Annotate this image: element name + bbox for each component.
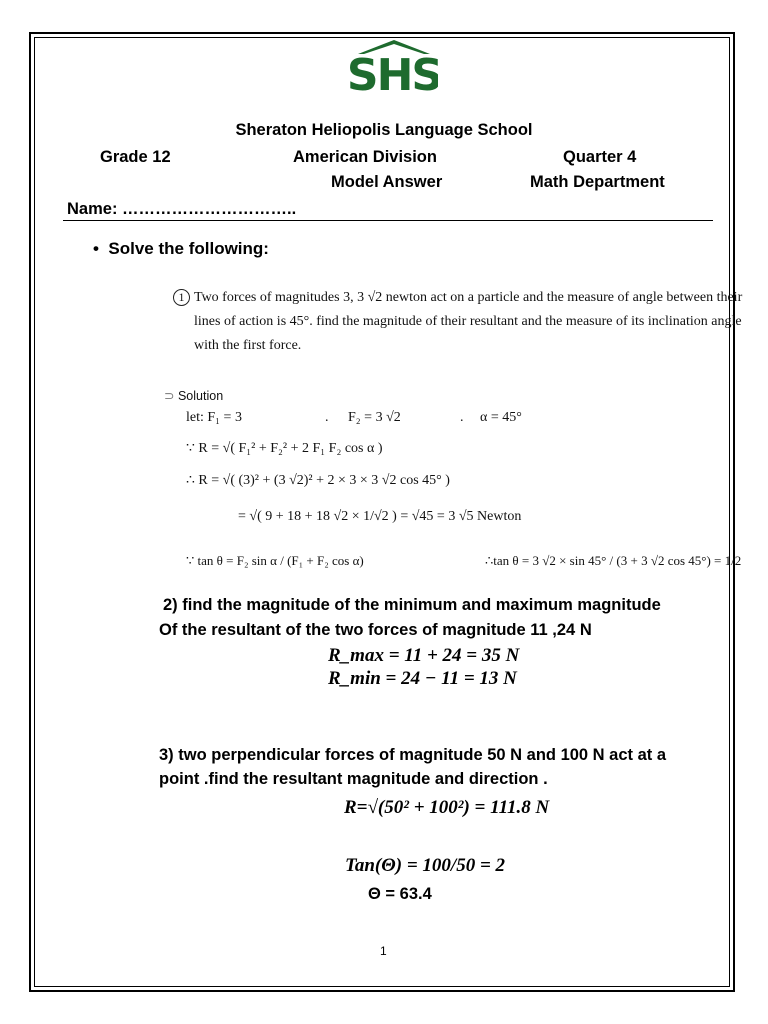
student-name-field: Name: ………………………….. [67,200,297,218]
page-number: 1 [380,944,387,958]
tan-formula-left: ∵ tan θ = F₂ sin α / (F₁ + F₂ cos α) [186,553,364,568]
rmax-equation: R_max = 11 + 24 = 35 N [328,645,520,666]
problem3-line2: point .find the resultant magnitude and direction . [159,770,548,788]
grade-label: Grade 12 [100,148,171,166]
problem3-line1: 3) two perpendicular forces of magnitude 50 N and 100 N act at a [159,746,667,764]
solution-label: ⊃ Solution [164,389,224,403]
resultant-equation: R=√(50² + 100²) = 111.8 N [344,797,550,818]
division-label: American Division [293,148,437,166]
problem1-number: 1 [173,289,190,306]
rmin-equation: R_min = 24 − 11 = 13 N [328,668,517,689]
solution-arrow-icon: ⊃ [164,389,175,403]
header-divider [63,220,713,221]
solution-step3: = √( 9 + 18 + 18 √2 × 1/√2 ) = √45 = 3 √5 Newton [238,509,522,524]
problem2-line1: 2) find the magnitude of the minimum and maximum magnitude [163,596,661,614]
given-alpha: α = 45° [480,410,522,425]
bullet-icon: • [93,239,109,258]
given-f1: let: F₁ = 3 [186,410,242,425]
quarter-label: Quarter 4 [563,148,637,166]
given-sep2: . [460,410,464,425]
problem1-line3: with the first force. [194,338,302,353]
tan-theta-equation: Tan(Θ) = 100/50 = 2 [345,855,506,876]
problem1-line2: lines of action is 45°. find the magnitude of their resultant and the measure of its inclination angle [194,314,742,329]
problem1-line1: 1 Two forces of magnitudes 3, 3 √2 newton act on a particle and the measure of angle between their [173,289,742,306]
svg-text:SHS: SHS [350,50,438,96]
instruction-heading: • Solve the following: [93,239,269,258]
department-label: Math Department [530,173,665,191]
theta-result: Θ = 63.4 [368,885,432,903]
solution-step1: ∵ R = √( F₁² + F₂² + 2 F₁ F₂ cos α ) [186,441,383,456]
given-sep1: . [325,410,329,425]
solution-step2: ∴ R = √( (3)² + (3 √2)² + 2 × 3 × 3 √2 cos 45° ) [186,473,450,488]
given-f2: F₂ = 3 √2 [348,410,401,425]
school-name: Sheraton Heliopolis Language School [235,121,533,139]
school-logo [350,38,438,96]
tan-formula-right: ∴tan θ = 3 √2 × sin 45° / (3 + 3 √2 cos 45°) = 1/2 [485,553,742,568]
model-answer-label: Model Answer [331,173,443,191]
problem2-line2: Of the resultant of the two forces of magnitude 11 ,24 N [159,621,592,639]
